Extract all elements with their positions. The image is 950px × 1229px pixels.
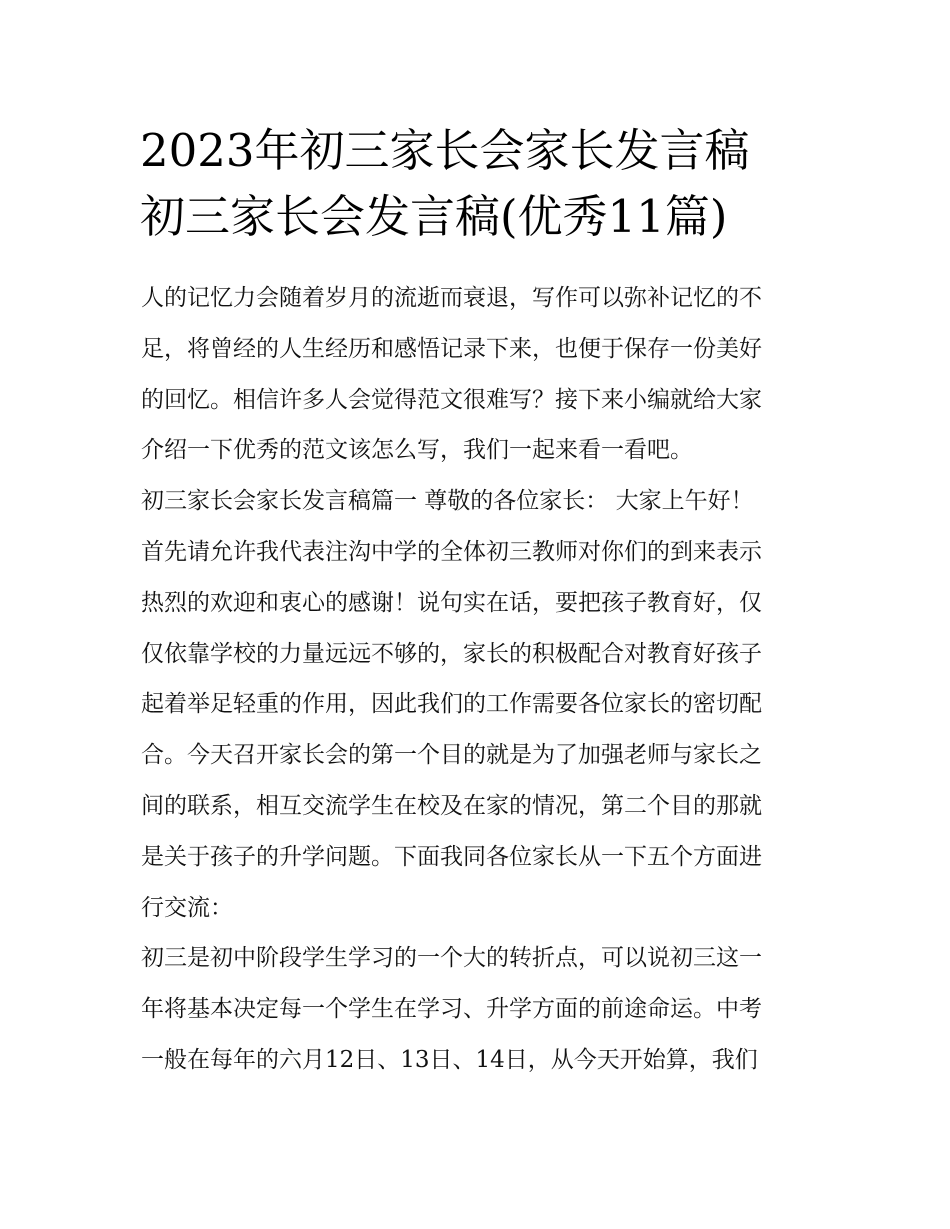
title-line-2: 初三家长会发言稿(优秀11篇) <box>140 190 728 243</box>
body-line-9: 起着举足轻重的作用，因此我们的工作需要各位家长的密切配 <box>141 691 762 718</box>
body-line-13: 行交流： <box>141 894 233 921</box>
body-line-15: 年将基本决定每一个学生在学习、升学方面的前途命运。中考 <box>141 996 762 1023</box>
body-line-16: 一般在每年的六月12日、13日、14日，从今天开始算，我们 <box>141 1046 758 1073</box>
title-line-1: 2023年初三家长会家长发言稿 <box>140 124 750 177</box>
body-line-3: 的回忆。相信许多人会觉得范文很难写？接下来小编就给大家 <box>141 386 762 413</box>
body-line-7: 热烈的欢迎和衷心的感谢！说句实在话，要把孩子教育好，仅 <box>141 589 762 616</box>
document-title <box>140 118 820 250</box>
body-line-10: 合。今天召开家长会的第一个目的就是为了加强老师与家长之 <box>141 742 762 769</box>
body-line-14: 初三是初中阶段学生学习的一个大的转折点，可以说初三这一 <box>141 945 762 972</box>
body-line-5: 初三家长会家长发言稿篇一 尊敬的各位家长： 大家上午好！ <box>141 488 754 515</box>
body-line-2: 足，将曾经的人生经历和感悟记录下来，也便于保存一份美好 <box>141 335 762 362</box>
body-line-8: 仅依靠学校的力量远远不够的，家长的积极配合对教育好孩子 <box>141 640 762 667</box>
document-body <box>141 273 821 1086</box>
body-line-4: 介绍一下优秀的范文该怎么写，我们一起来看一看吧。 <box>141 437 693 464</box>
body-line-1: 人的记忆力会随着岁月的流逝而衰退，写作可以弥补记忆的不 <box>141 285 762 311</box>
body-line-12: 是关于孩子的升学问题。下面我同各位家长从一下五个方面进 <box>141 843 762 870</box>
body-line-11: 间的联系，相互交流学生在校及在家的情况，第二个目的那就 <box>141 792 762 819</box>
body-line-6: 首先请允许我代表注沟中学的全体初三教师对你们的到来表示 <box>141 538 762 565</box>
